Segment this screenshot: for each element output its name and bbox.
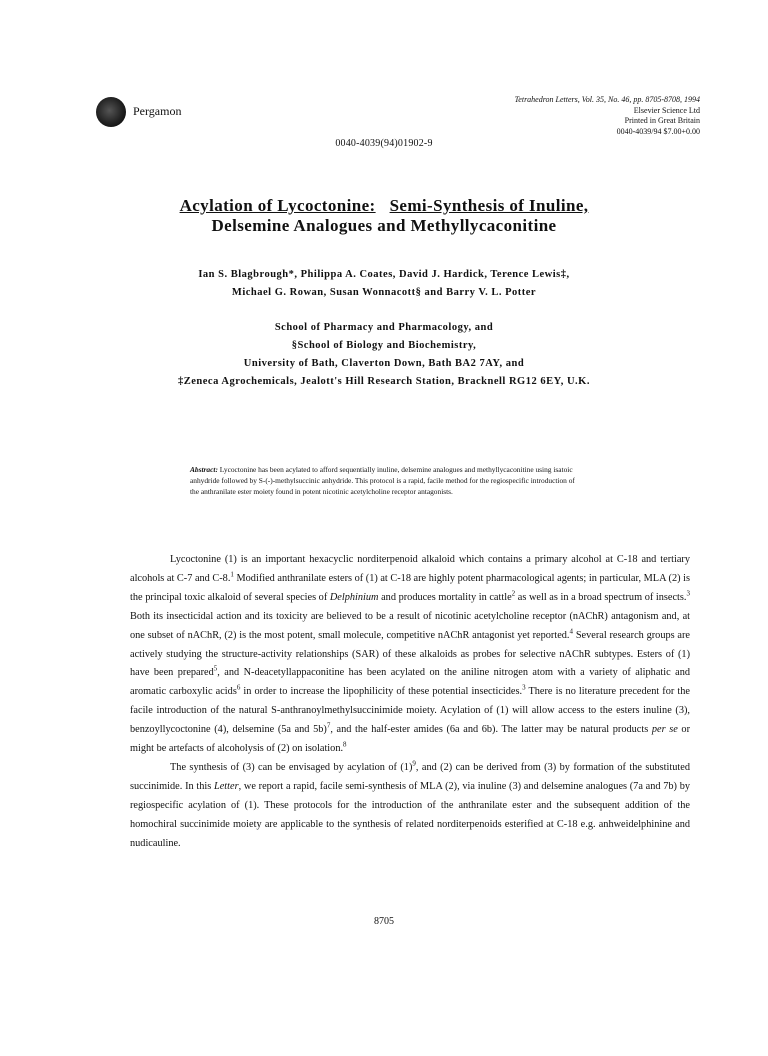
journal-citation — [400, 95, 700, 137]
affiliations — [60, 319, 708, 391]
ref-8: 8 — [343, 740, 347, 749]
abstract-label: Abstract: — [190, 465, 218, 474]
doi: 0040-4039(94)01902-9 — [335, 138, 433, 149]
affiliation-3: University of Bath, Claverton Down, Bath BA2 7AY, and — [243, 358, 525, 369]
authors-line-2: Michael G. Rowan, Susan Wonnacott§ and Barry V. L. Potter — [231, 287, 537, 298]
title-line-2: Delsemine Analogues and Methyllycaconitine — [211, 216, 557, 235]
ref-3b: 3 — [522, 683, 526, 692]
affiliation-1: School of Pharmacy and Pharmacology, and — [274, 322, 494, 333]
title-part-1: Acylation of Lycoctonine: — [179, 196, 376, 215]
ref-9: 9 — [412, 759, 416, 768]
ref-2: 2 — [511, 589, 516, 598]
title-line-1 — [80, 196, 688, 216]
pergamon-logo-icon — [96, 97, 126, 127]
ref-4: 4 — [569, 627, 574, 636]
page-number: 8705 — [374, 916, 394, 927]
body-text — [130, 551, 690, 854]
publisher-name: Pergamon — [133, 104, 182, 118]
paragraph-2: The synthesis of (3) can be envisaged by acylation of $(1)^9$, and (2) can be derived from (3) by formation of the substituted succinimide. In this Letter, we report a rapid, facile semi-synthesis of MLA (2), via inuline (3) and delsemine analogues (7a and 7b) by regiospecific acylation of (1). These protocols for the introduction of the anthranilate ester and the subsequent addition of the homochiral succinimide moiety are applicable to the synthesis of related norditerpenoids esterified at C-18 e.g. anhweidelphinine and nudicauline. — [130, 759, 690, 849]
abstract — [190, 464, 578, 497]
ref-3: 3 — [686, 589, 690, 598]
authors-line-1: Ian S. Blagbrough*, Philippa A. Coates, David J. Hardick, Terence Lewis‡, — [198, 269, 570, 280]
abstract-text: Lycoctonine has been acylated to afford sequentially inuline, delsemine analogues and methyllycaconitine using isatoic anhydride followed by S-(-)-methylsuccinic anhydride. This protocol is a rapid, facile method for the regiospecific introduction of the anthranilate ester moiety found in potent nicotinic acetylcholine receptor antagonists. — [190, 465, 575, 496]
author-list — [60, 266, 708, 302]
publisher-line: Elsevier Science Ltd — [633, 105, 700, 115]
ref-6: 6 — [236, 683, 241, 692]
affiliation-4: ‡Zeneca Agrochemicals, Jealott's Hill Research Station, Bracknell RG12 6EY, U.K. — [178, 376, 590, 387]
printed-line: Printed in Great Britain — [624, 116, 700, 125]
ref-7: 7 — [326, 721, 331, 730]
journal-line: Tetrahedron Letters, Vol. 35, No. 46, pp. 8705-8708, 1994 — [514, 95, 700, 104]
paragraph-1: Lycoctonine (1) is an important hexacyclic norditerpenoid alkaloid which contains a primary alcohol at C-18 and tertiary alcohols at C-7 and C-8.$^1$ Modified anthranilate esters of (1) at C-18 are highly potent pharmacological agents; in particular, MLA (2) is the principal toxic alkaloid of several species of Delphinium and produces mortality in cattle$^2$ as well as in a broad spectrum of insects.$^3$ Both its insecticidal action and its toxicity are believed to be a result of nicotinic acetylcholine receptor (nAChR) antagonism and, at one subset of nAChR, (2) is the most potent, small molecule, competitive nAChR antagonist yet reported.$^4$ Several research groups are actively studying the structure-activity relationships (SAR) of these alkaloids as probes for selective nAChR subtypes. Esters of (1) have been prepared$^5$, and N-deacetyllappaconitine has been acylated on the aniline nitrogen atom with a variety of aliphatic and aromatic carboxylic acids$^6$ in order to increase the lipophilicity of these potential insecticides.$^3$ There is no literature precedent for the facile introduction of the natural S-anthranoylmethylsuccinimide moiety. Acylation of (1) will allow access to the esters inuline (3), benzoyllycoctonine (4), delsemine (5a and 5b)$^7$, and the half-ester amides (6a and 6b). The latter may be natural products per se or might be artefacts of alcoholysis of (2) on isolation.$^8$ — [130, 554, 691, 755]
price-line: 0040-4039/94 $7.00+0.00 — [616, 126, 700, 136]
affiliation-2: §School of Biology and Biochemistry, — [291, 340, 477, 351]
ref-1: 1 — [230, 570, 234, 579]
ref-5: 5 — [213, 665, 218, 674]
paper-title — [80, 196, 688, 236]
title-part-2: Semi-Synthesis of Inuline, — [389, 196, 589, 215]
